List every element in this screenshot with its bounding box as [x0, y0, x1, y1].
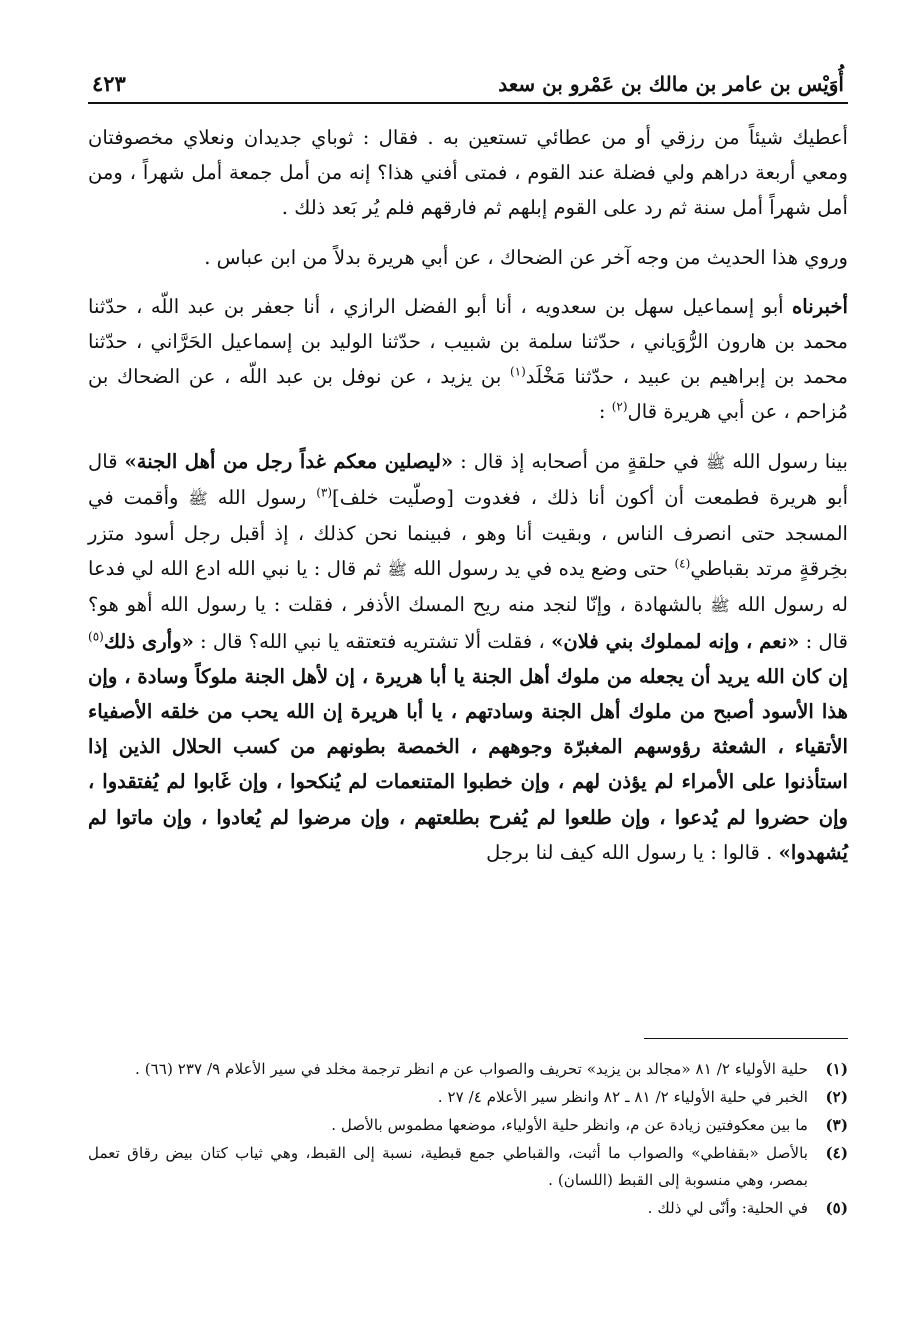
footnote-divider [644, 1038, 848, 1039]
footnote-number: (١) [825, 1060, 848, 1078]
hadith-text-b: في حلقةٍ من أصحابه إذ قال : [453, 449, 706, 473]
salutation-glyph: ﷺ [188, 488, 208, 508]
isnad-text-a: أبو إسماعيل سهل بن سعدويه ، أنا أبو الفضل الرازي ، أنا جعفر بن عبد اللّه ، حدّثنا محمد بن هارون الرُّوَياني ، حدّثنا سلمة بن شبيب ، حدّثنا الوليد بن إسماعيل الحَرَّاني ، حدّثنا محمد بن إبراهيم بن عبيد ، حدّثنا مَخْلَد [88, 294, 848, 389]
paragraph-1: أعطيك شيئاً من رزقي أو من عطائي تستعين به . فقال : ثوباي جديدان ونعلاي مخصوفتان ومعي أربعة دراهم ولي فضلة عند القوم ، فمتى أفني هذا؟ إنه من أمل جمعة أمل شهراً ، ومن أمل شهراً أمل سنة ثم رد على القوم إبلهم ثم فارقهم فلم يُر بَعد ذلك . [88, 126, 848, 220]
isnad-lead: أخبرناه [792, 294, 848, 318]
paragraph-4 [88, 444, 848, 870]
paragraph-2: وروي هذا الحديث من وجه آخر عن الضحاك ، عن أبي هريرة بدلاً من ابن عباس . [204, 245, 848, 269]
footnote-1 [88, 1056, 848, 1083]
salutation-glyph: ﷺ [705, 452, 726, 472]
main-text [88, 120, 848, 870]
footnote-number: (٣) [825, 1116, 848, 1134]
hadith-text-d: رسول الله [207, 485, 317, 509]
footnote-text: ما بين معكوفتين زيادة عن م، وانظر حلية الأولياء، موضعها مطموس بالأصل . [331, 1116, 808, 1134]
hadith-text-f: حتى وضع يده في يد رسول الله [406, 557, 675, 581]
footnote-text: في الحلية: وأنّى لي ذلك . [647, 1199, 808, 1217]
footnote-4 [88, 1140, 848, 1194]
footnote-ref-2[interactable]: (٢) [611, 399, 628, 414]
running-header [88, 56, 848, 104]
salutation-glyph: ﷺ [387, 560, 407, 580]
hadith-text-i: ، فقلت ألا تشتريه فتعتقه يا نبي الله؟ قال : [193, 629, 552, 653]
footnote-ref-5[interactable]: (٥) [88, 629, 104, 644]
prophet-quote-3a: «وأرى ذلك [103, 629, 194, 653]
prophet-quote-2: «نعم ، وإنه لمملوك بني فلان» [551, 629, 800, 653]
page-number: ٤٢٣ [92, 71, 126, 96]
hadith-text-j: . قالوا : يا رسول الله كيف لنا برجل [486, 840, 779, 864]
footnote-ref-3[interactable]: (٣) [316, 485, 333, 500]
hadith-text-e: وأقمت في المسجد حتى انصرف الناس ، وبقيت أنا وهو ، فبينما نحن كذلك ، إذ أقبل رجل أسود متزر بخِرقةٍ مرتد بقباطي [88, 485, 848, 581]
footnote-5 [88, 1195, 848, 1222]
footnote-text: الخبر في حلية الأولياء ٢/ ٨١ ـ ٨٢ وانظر سير الأعلام ٤/ ٢٧ . [437, 1088, 808, 1106]
footnote-text: حلية الأولياء ٢/ ٨١ «مجالد بن يزيد» تحريف والصواب عن م انظر ترجمة مخلد في سير الأعلام ٩/ ٢٣٧ (٦٦) . [135, 1060, 808, 1078]
footnotes [88, 1056, 848, 1223]
footnote-2 [88, 1084, 848, 1111]
prophet-quote-1: «ليصلين معكم غداً رجل من أهل الجنة» [124, 449, 454, 473]
footnote-number: (٤) [825, 1144, 848, 1162]
prophet-quote-3b: إن كان الله يريد أن يجعله من ملوك أهل الجنة يا أبا هريرة ، إن لأهل الجنة ملوكاً وسادة ، وإن هذا الأسود أصبح من ملوك أهل الجنة وسادتهم ، يا أبا هريرة إن الله يحب من خلقه الأصفياء الأتقياء ، الشعثة رؤوسهم المغبرّة وجوههم ، الخمصة بطونهم من كسب الحلال الذين إذا استأذنوا على الأمراء لم يؤذن لهم ، وإن خطبوا المتنعمات لم يُنكحوا ، وإن غَابوا لم يُفتقدوا ، وإن حضروا لم يُدعوا ، وإن طلعوا لم يُفرح بطلعتهم ، وإن مرضوا لم يُعادوا ، وإن ماتوا لم يُشهدوا» [88, 664, 848, 864]
hadith-text-g: ثم قال : يا نبي الله ادع الله لي فدعا له رسول الله [88, 557, 848, 617]
hadith-text-c: قال أبو هريرة فطمعت أن أكون أنا ذلك ، فغدوت [وصلّيت خلف] [88, 449, 849, 509]
footnote-number: (٢) [825, 1088, 848, 1106]
isnad-text-b: بن يزيد ، عن نوفل بن عبد اللّه ، عن الضحاك بن مُزاحم ، عن أبي هريرة قال [88, 365, 848, 424]
hadith-text-h: بالشهادة ، وإنّا لنجد منه ريح المسك الأذفر ، فقلت : يا رسول الله أهو هو؟ قال : [88, 593, 848, 653]
hadith-text-a: بينا رسول الله [725, 449, 849, 473]
footnote-number: (٥) [825, 1199, 848, 1217]
paragraph-3 [88, 289, 848, 430]
header-title: أُوَيْس بن عامر بن مالك بن عَمْرو بن سعد [498, 72, 844, 96]
footnote-text: بالأصل «بقفاطي» والصواب ما أثبت، والقباطي جمع قبطية، نسبة إلى القبط، وهي ثياب كتان بيض رقاق تعمل بمصر، وهي منسوبة إلى القبط (اللسان) . [88, 1144, 808, 1189]
isnad-text-c: : [598, 400, 612, 424]
footnote-ref-1[interactable]: (١) [509, 364, 526, 379]
book-page [88, 56, 848, 1316]
footnote-ref-4[interactable]: (٤) [674, 556, 691, 571]
salutation-glyph: ﷺ [710, 596, 730, 616]
footnote-3 [88, 1112, 848, 1139]
